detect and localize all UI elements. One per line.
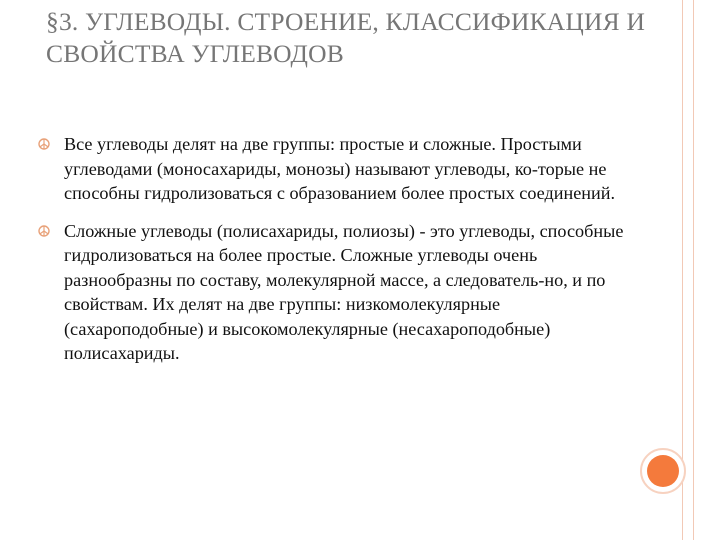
bullet-item — [38, 132, 638, 206]
slide-title: §3. УГЛЕВОДЫ. СТРОЕНИЕ, КЛАССИФИКАЦИЯ И СВОЙСТВА УГЛЕВОДОВ — [46, 7, 646, 68]
orange-circle-decoration — [640, 448, 686, 494]
circle-segment-bullet-icon — [38, 225, 50, 237]
orange-circle-fill — [647, 455, 679, 487]
bullet-text: Все углеводы делят на две группы: простые и сложные. Простыми углеводами (моносахариды, монозы) называют углеводы, ко-торые не способны гидролизоваться с образованием более простых соединений. — [64, 134, 616, 203]
bullet-list — [38, 132, 638, 379]
bullet-item — [38, 219, 638, 366]
circle-segment-bullet-icon — [38, 138, 50, 150]
bullet-text: Сложные углеводы (полисахариды, полиозы) - это углеводы, способные гидролизоваться на более простые. Сложные углеводы очень разнообразны по составу, молекулярной массе, а следователь-но, и по свойствам. Их делят на две группы: низкомолекулярные (сахароподобные) и высокомолекулярные (несахароподобные) полисахариды. — [64, 220, 624, 363]
right-decorative-band — [682, 0, 694, 540]
